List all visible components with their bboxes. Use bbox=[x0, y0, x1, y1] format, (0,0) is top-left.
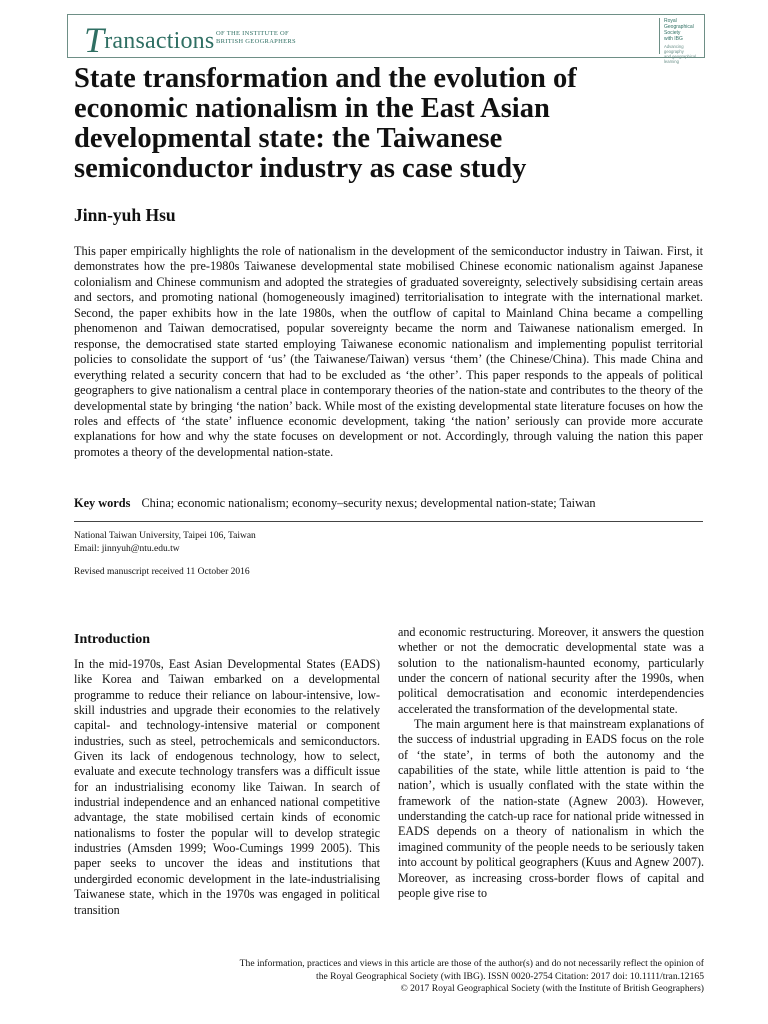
page-footer bbox=[144, 958, 704, 996]
journal-subtitle-line1: OF THE INSTITUTE OF bbox=[216, 30, 289, 37]
society-line3: Society bbox=[664, 30, 681, 36]
society-line2: Geographical bbox=[664, 24, 694, 30]
abstract: This paper empirically highlights the role of nationalism in the development of the semiconductor industry in Taiwan. First, it demonstrates how the pre-1980s Taiwanese developmental state mobilised Chinese economic nationalism against Japanese colonialism and Chinese communism and adopted the strategies of graduated sovereignty, selectively subsidising certain areas and sectors, and promoting national (homogeneously imagined) territorialisation to integrate with the international market. Second, the paper exhibits how in the late 1980s, when the outflow of capital to Mainland China became a compelling phenomenon and Taiwan democratised, popular sovereignty became the norm and Taiwanese nationalism emerged. In response, the democratised state started employing Taiwanese economic nationalism and implementing populist territorial policies to consolidate the support of ‘us’ (the Taiwanese/Taiwan) versus ‘them’ (the Chinese/China). This made China and everything related a security concern that had to be excluded as ‘the other’. This paper responds to the appeals of political geographers to give nationalism a central place in contemporary theories of the nation-state and contributes to the theory of the developmental state by bringing ‘the nation’ back. While most of the existing developmental state literature focuses on how the roles and effects of ‘the state’ influence economic development, taking ‘the nation’ seriously can provide more accurate explanations for how and why the state focuses on development or not. Accordingly, through valuing the nation this paper promotes a theory of the developmental nation-state. bbox=[74, 244, 703, 459]
body-column-left bbox=[74, 657, 380, 918]
journal-subtitle-line2: BRITISH GEOGRAPHERS bbox=[216, 37, 296, 45]
section-heading-introduction: Introduction bbox=[74, 632, 150, 647]
society-logo bbox=[659, 18, 699, 64]
society-line4: with IBG bbox=[664, 36, 683, 42]
society-tagline bbox=[664, 44, 699, 64]
keywords bbox=[74, 496, 596, 511]
journal-name-rest: ransactions bbox=[104, 28, 215, 54]
society-tagline1: Advancing geography bbox=[664, 44, 684, 54]
affiliation: National Taiwan University, Taipei 106, Taiwan bbox=[74, 531, 256, 541]
journal-name bbox=[84, 19, 214, 61]
paragraph-intro-1-continued: and economic restructuring. Moreover, it answers the question whether or not the democratic developmental state was a solution to the nationalism-haunted economy, particularly under the concern of national security after the 1990s, when political democratisation and economic interdependencies accelerated the transformation of the developmental state. bbox=[398, 625, 704, 716]
paragraph-intro-1: In the mid-1970s, East Asian Developmental States (EADS) like Korea and Taiwan embarked on a developmental programme to reduce their reliance on labour-intensive, low-skill industries and upgrade their economies to the relatively capital- and technology-intensive material or component industries, such as steel, petrochemicals and semiconductors. Given its lack of endogenous technology, how to select, evaluate and execute technology transfers was a difficult issue for an industrialising economy like Taiwan. In search of industrial independence and an enhanced national competitive advantage, the state mobilised certain kinds of economic nationalisms to foster the popular will to develop strategic industries (Amsden 1999; Woo-Cumings 1999 2005). This paper seeks to uncover the ideas and institutions that undergirded economic development in the late-industrialising Taiwanese state, which in the 1970s was engaged in political transition bbox=[74, 657, 380, 917]
paragraph-intro-2: The main argument here is that mainstream explanations of the success of industrial upgrading in EADS focus on the role of ‘the state’, in terms of both the autonomy and the capabilities of the state, while little attention is paid to ‘the nation’, which is usually conflated with the state within the framework of the nation-state (Agnew 2003). However, understanding the catch-up race for national pride witnessed in EADS depends on a theory of nationalism in which the imagined community of the people needs to be seriously taken into account by political geographers (Kuus and Agnew 2007). Moreover, as increasing cross-border flows of capital and people give rise to bbox=[398, 717, 704, 900]
keywords-label: Key words bbox=[74, 496, 131, 510]
footer-disclaimer: The information, practices and views in this article are those of the author(s) and do not necessarily reflect the opinion of bbox=[239, 958, 704, 969]
author-email: Email: jinnyuh@ntu.edu.tw bbox=[74, 544, 180, 554]
article-title: State transformation and the evolution of economic nationalism in the East Asian developmental state: the Taiwanese semiconductor industry as case study bbox=[74, 63, 577, 184]
society-tagline2: and geographical learning bbox=[664, 54, 697, 64]
journal-masthead bbox=[67, 14, 705, 64]
society-line1: Royal bbox=[664, 18, 677, 24]
footer-copyright: © 2017 Royal Geographical Society (with the Institute of British Geographers) bbox=[400, 983, 704, 994]
journal-subtitle bbox=[216, 30, 296, 45]
footer-citation: the Royal Geographical Society (with IBG). ISSN 0020-2754 Citation: 2017 doi: 10.1111/tran.12165 bbox=[316, 970, 704, 982]
divider bbox=[74, 521, 703, 522]
affiliation-block bbox=[74, 530, 256, 556]
author-name: Jinn-yuh Hsu bbox=[74, 205, 176, 225]
revised-date: Revised manuscript received 11 October 2016 bbox=[74, 567, 250, 577]
journal-name-initial: T bbox=[84, 20, 105, 60]
keywords-list: China; economic nationalism; economy–security nexus; developmental nation-state; Taiwan bbox=[141, 496, 596, 510]
body-column-right bbox=[398, 625, 704, 901]
